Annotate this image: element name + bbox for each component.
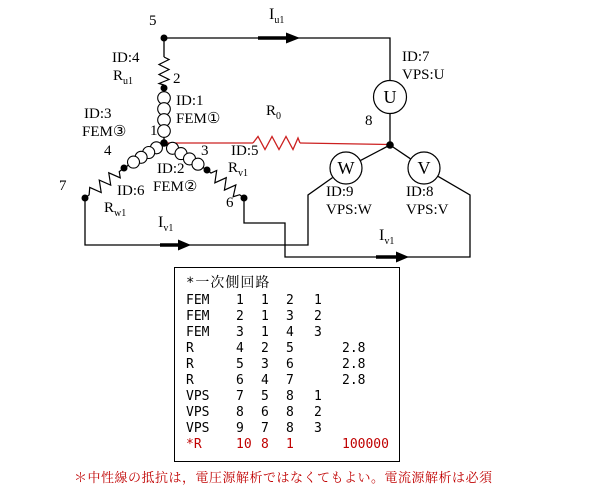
label-id2: ID:2	[157, 161, 185, 177]
netlist-row	[175, 357, 399, 373]
netlist-cell: 1	[286, 437, 294, 452]
netlist-cell	[342, 421, 399, 437]
resistor-ru1-zigzag	[159, 57, 169, 85]
netlist-cell: 1	[236, 293, 244, 308]
netlist-cell	[314, 357, 342, 373]
netlist-cell: 3	[236, 325, 244, 340]
current-arrow-iv1-right	[376, 252, 409, 263]
resistor-r0-zigzag	[253, 137, 300, 150]
netlist-row	[175, 373, 399, 389]
netlist-cell: 1	[314, 389, 322, 404]
netlist-cell: 1	[314, 293, 322, 308]
netlist-cell: 3	[314, 421, 322, 436]
label-r0: $R_0$	[266, 103, 282, 122]
wire-neutral-red	[166, 143, 390, 145]
label-current-iu1: $I_{u1}$	[269, 6, 285, 27]
netlist-cell: 9	[236, 421, 244, 436]
current-arrow-iv1-left	[160, 240, 191, 251]
label-fem2: FEM②	[153, 179, 198, 195]
node-label-6: 6	[226, 195, 234, 211]
netlist-row	[175, 341, 399, 357]
node-label-8: 8	[365, 113, 373, 129]
fem1-coil	[158, 92, 171, 138]
netlist-cell: 1	[261, 309, 269, 324]
netlist-cell: 2	[236, 309, 244, 324]
netlist-cell: 7	[286, 373, 294, 388]
netlist-cell	[314, 437, 342, 453]
netlist-cell: 6	[236, 373, 244, 388]
netlist-cell	[342, 325, 399, 341]
netlist-cell: 3	[286, 309, 294, 324]
netlist-cell: 5	[236, 357, 244, 372]
label-id5: ID:5	[231, 143, 259, 159]
netlist-row	[175, 405, 399, 421]
label-vps-w: VPS:W	[326, 202, 372, 218]
meter-v-letter: V	[417, 158, 431, 178]
netlist-title: *一次側回路	[186, 275, 271, 291]
label-id4: ID:4	[112, 50, 140, 66]
netlist-cell: VPS	[186, 421, 210, 436]
netlist-cell	[342, 293, 399, 309]
netlist-cell: VPS	[186, 405, 210, 420]
netlist-cell: 2.8	[342, 357, 366, 372]
netlist-cell: R	[186, 373, 194, 388]
netlist-cell: 2	[314, 405, 322, 420]
netlist-cell: 4	[236, 341, 244, 356]
netlist-cell	[342, 389, 399, 405]
netlist-cell: FEM	[186, 309, 210, 324]
netlist-row	[175, 293, 399, 309]
netlist-cell: 2.8	[342, 373, 366, 388]
label-id6: ID:6	[117, 183, 145, 199]
netlist-row	[175, 421, 399, 437]
netlist-cell: R	[186, 341, 194, 356]
label-vps-v: VPS:V	[406, 202, 449, 218]
netlist-table	[174, 267, 400, 462]
label-ru1: $R_{u1}$	[113, 68, 134, 87]
node-label-2: 2	[173, 71, 181, 87]
label-vps-u: VPS:U	[402, 67, 445, 83]
netlist-cell: 7	[236, 389, 244, 404]
netlist-cell	[342, 309, 399, 325]
netlist-cell: 8	[286, 405, 294, 420]
label-id3: ID:3	[84, 106, 112, 122]
netlist-cell: 100000	[342, 437, 389, 452]
label-id8: ID:8	[406, 184, 434, 200]
netlist-cell: VPS	[186, 389, 210, 404]
netlist-row-neutral-resistor	[175, 437, 399, 453]
netlist-cell: 10	[236, 437, 252, 452]
label-id1: ID:1	[176, 93, 204, 109]
label-rv1: $R_{v1}$	[228, 160, 249, 179]
label-rw1: $R_{w1}$	[104, 200, 127, 219]
netlist-cell: 7	[261, 421, 269, 436]
netlist-cell: 3	[261, 357, 269, 372]
netlist-cell: 4	[286, 325, 294, 340]
node-label-3: 3	[201, 143, 209, 159]
label-id9: ID:9	[326, 184, 354, 200]
netlist-cell	[314, 373, 342, 389]
netlist-row	[175, 389, 399, 405]
netlist-cell: *R	[186, 437, 202, 452]
node-label-1: 1	[150, 123, 158, 139]
netlist-cell: 8	[286, 421, 294, 436]
netlist-cell: 2	[261, 341, 269, 356]
netlist-cell: 6	[261, 405, 269, 420]
netlist-cell: 2	[314, 309, 322, 324]
footnote-annotation: ＊中性線の抵抗は，電圧源解析ではなくてもよい。電流源解析は必須	[74, 471, 493, 486]
current-arrow-iu1	[258, 33, 300, 44]
netlist-cell: FEM	[186, 293, 210, 308]
label-fem1: FEM①	[176, 111, 221, 127]
netlist-cell: 8	[236, 405, 244, 420]
netlist-cell	[342, 405, 399, 421]
netlist-cell: 5	[286, 341, 294, 356]
label-current-iv1-right: $I_{v1}$	[379, 227, 395, 248]
netlist-cell: FEM	[186, 325, 210, 340]
netlist-cell: 6	[286, 357, 294, 372]
netlist-cell: 5	[261, 389, 269, 404]
netlist-cell: R	[186, 357, 194, 372]
node-label-7: 7	[59, 178, 67, 194]
label-id7: ID:7	[402, 49, 430, 65]
netlist-cell: 3	[314, 325, 322, 340]
node-label-5: 5	[149, 13, 157, 29]
wire-top-u-phase	[164, 38, 390, 145]
netlist-cell: 2	[286, 293, 294, 308]
netlist-cell: 4	[261, 373, 269, 388]
netlist-row	[175, 325, 399, 341]
netlist-cell: 2.8	[342, 341, 366, 356]
netlist-cell	[314, 341, 342, 357]
label-fem3: FEM③	[82, 124, 127, 140]
meter-w-letter: W	[337, 158, 355, 178]
netlist-cell: 1	[261, 293, 269, 308]
netlist-row	[175, 309, 399, 325]
netlist-cell: 1	[261, 325, 269, 340]
label-current-iv1-left: $I_{v1}$	[158, 214, 174, 235]
netlist-cell: 8	[261, 437, 269, 452]
meter-u-letter: U	[383, 87, 397, 107]
node-label-4: 4	[104, 143, 112, 159]
netlist-cell: 8	[286, 389, 294, 404]
